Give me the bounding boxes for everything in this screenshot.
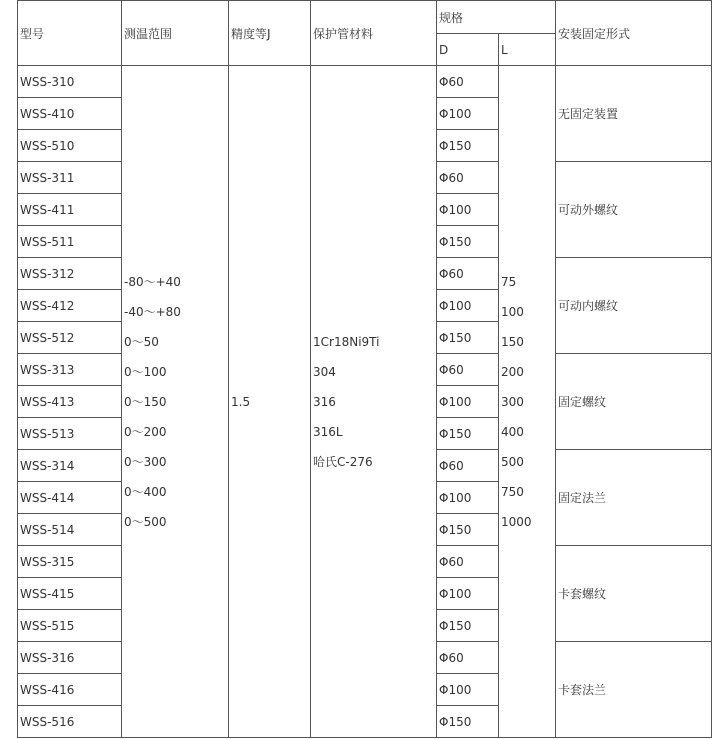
diameter-cell: Φ150 [437,226,499,258]
length-value: 150 [501,334,524,349]
diameter-cell: Φ150 [437,610,499,642]
model-cell: WSS-412 [18,290,122,322]
model-cell: WSS-316 [18,642,122,674]
model-cell: WSS-415 [18,578,122,610]
length-value: 200 [501,364,524,379]
length-value: 750 [501,484,524,499]
model-cell: WSS-416 [18,674,122,706]
material-value: 1Cr18Ni9Ti [313,334,380,349]
diameter-cell: Φ60 [437,354,499,386]
diameter-cell: Φ100 [437,482,499,514]
length-value: 500 [501,454,524,469]
mount-cell: 卡套法兰 [556,642,712,738]
diameter-cell: Φ100 [437,674,499,706]
material-cell [311,66,437,738]
mount-cell: 固定螺纹 [556,354,712,450]
mount-cell: 无固定装置 [556,66,712,162]
range-value: 0～500 [124,514,167,529]
diameter-cell: Φ60 [437,450,499,482]
model-cell: WSS-515 [18,610,122,642]
diameter-cell: Φ100 [437,98,499,130]
model-cell: WSS-411 [18,194,122,226]
material-value: 哈氏C-276 [313,454,373,469]
range-value: 0～200 [124,424,167,439]
header-model: 型号 [18,1,122,66]
header-material: 保护管材料 [311,1,437,66]
header-range: 测温范围 [122,1,229,66]
model-cell: WSS-512 [18,322,122,354]
mount-cell: 固定法兰 [556,450,712,546]
diameter-cell: Φ150 [437,418,499,450]
header-row [18,1,712,34]
model-cell: WSS-315 [18,546,122,578]
diameter-cell: Φ150 [437,706,499,738]
material-value: 304 [313,364,336,379]
model-cell: WSS-313 [18,354,122,386]
diameter-cell: Φ150 [437,322,499,354]
mount-cell: 可动外螺纹 [556,162,712,258]
diameter-cell: Φ60 [437,162,499,194]
length-value: 300 [501,394,524,409]
range-value: -80～+40 [124,274,181,289]
length-value: 1000 [501,514,532,529]
accuracy-cell: 1.5 [229,66,311,738]
diameter-cell: Φ60 [437,546,499,578]
diameter-cell: Φ60 [437,258,499,290]
spec-table [17,0,712,738]
diameter-cell: Φ150 [437,514,499,546]
range-value: 0～100 [124,364,167,379]
mount-cell: 可动内螺纹 [556,258,712,354]
model-cell: WSS-513 [18,418,122,450]
diameter-cell: Φ100 [437,194,499,226]
range-cell [122,66,229,738]
model-cell: WSS-410 [18,98,122,130]
table-row [18,66,712,98]
length-value: 75 [501,274,517,289]
range-value: -40～+80 [124,304,181,319]
model-cell: WSS-314 [18,450,122,482]
model-cell: WSS-312 [18,258,122,290]
header-accuracy: 精度等J [229,1,311,66]
length-cell [499,66,556,738]
header-spec: 规格 [437,1,556,34]
model-cell: WSS-310 [18,66,122,98]
diameter-cell: Φ60 [437,66,499,98]
mount-cell: 卡套螺纹 [556,546,712,642]
range-value: 0～300 [124,454,167,469]
model-cell: WSS-511 [18,226,122,258]
diameter-cell: Φ150 [437,130,499,162]
material-value: 316 [313,394,336,409]
header-spec-l: L [499,34,556,66]
model-cell: WSS-414 [18,482,122,514]
length-value: 400 [501,424,524,439]
range-value: 0～150 [124,394,167,409]
diameter-cell: Φ100 [437,290,499,322]
model-cell: WSS-311 [18,162,122,194]
model-cell: WSS-516 [18,706,122,738]
diameter-cell: Φ100 [437,386,499,418]
material-value: 316L [313,424,343,439]
diameter-cell: Φ60 [437,642,499,674]
model-cell: WSS-413 [18,386,122,418]
model-cell: WSS-510 [18,130,122,162]
range-value: 0～400 [124,484,167,499]
range-value: 0～50 [124,334,159,349]
diameter-cell: Φ100 [437,578,499,610]
header-mount: 安装固定形式 [556,1,712,66]
header-spec-d: D [437,34,499,66]
length-value: 100 [501,304,524,319]
model-cell: WSS-514 [18,514,122,546]
